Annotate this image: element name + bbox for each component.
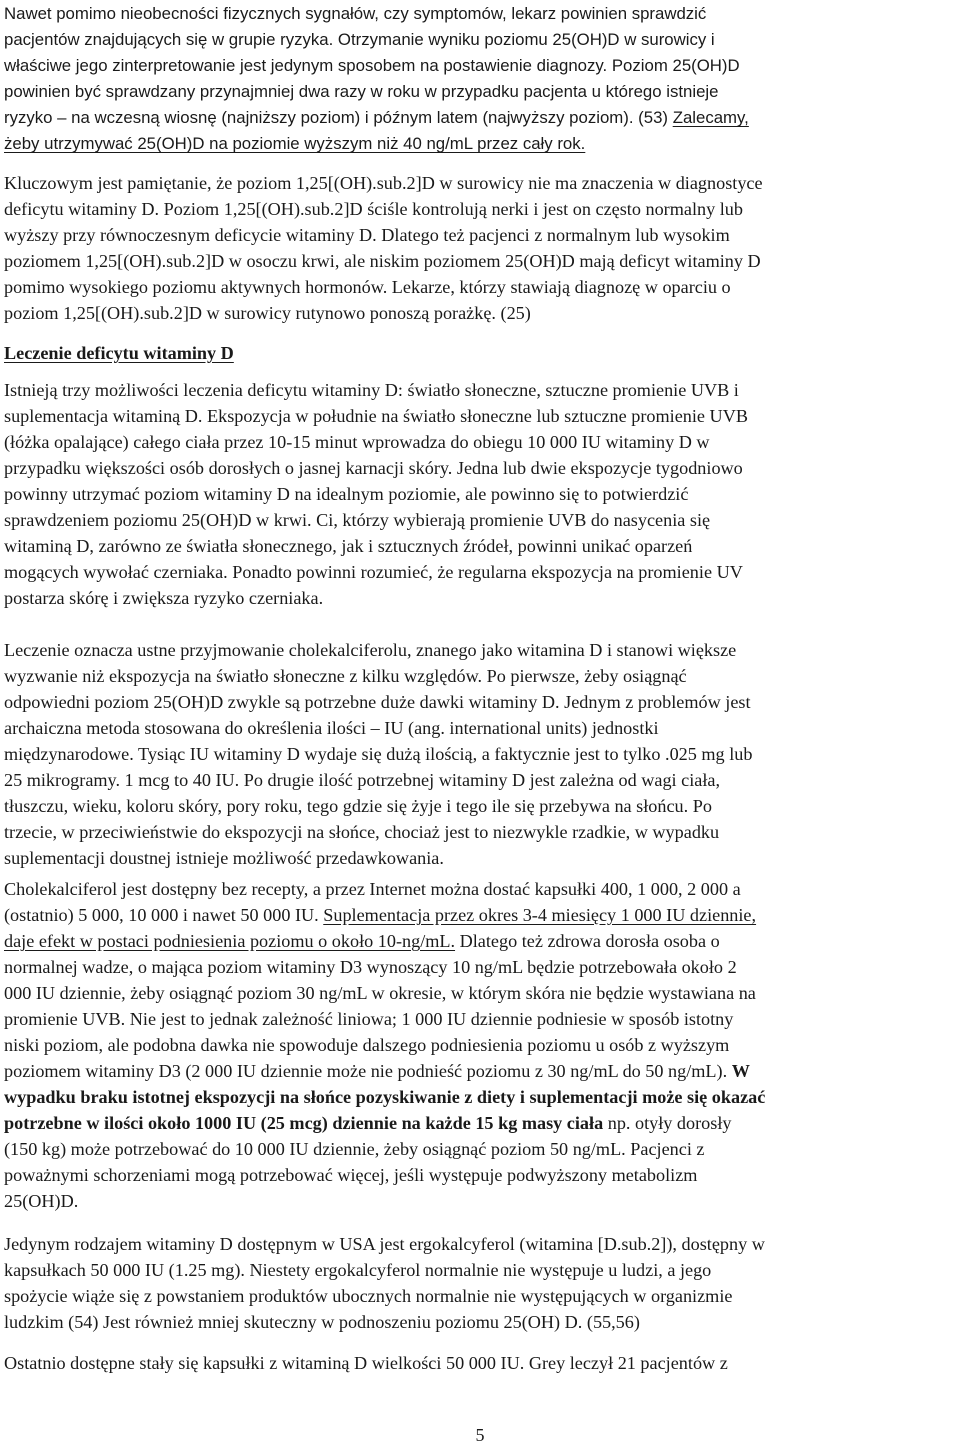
text-line: [4, 248, 761, 274]
text-line: [4, 1032, 729, 1058]
text-run: kapsułkach 50 000 IU (1.25 mg). Niestety ergokalcyferol normalnie nie występuje u ludzi, a jego: [4, 1260, 712, 1280]
text-run: suplementacji doustnej istnieje możliwość przedawkowania.: [4, 848, 444, 868]
text-line: [4, 663, 687, 689]
text-run: normalnej wadze, o mająca poziom witaminy D3 wynoszący 10 ng/mL będzie potrzebowała około 2: [4, 957, 737, 977]
text-run: odpowiedni poziom 25(OH)D zwykle są potrzebne duże dawki witaminy D. Jednym z problemów jest: [4, 692, 751, 712]
text-run: poziomem witaminy D3 (2 000 IU dziennie może nie podnieść poziomu z 30 ng/mL do 50 ng/mL).: [4, 1061, 732, 1081]
text-run: Suplementacja przez okres 3-4 miesięcy 1 000 IU dziennie,: [323, 905, 757, 925]
text-run: deficytu witaminy D. Poziom 1,25[(OH).sub.2]D ściśle kontrolują nerki i jest on często normalny lub: [4, 199, 743, 219]
text-run: suplementacja witaminą D. Ekspozycja w południe na światło słoneczne lub sztuczne promienie UVB: [4, 406, 748, 426]
text-line: [4, 1188, 78, 1214]
text-line: [4, 585, 323, 611]
text-line: [4, 902, 756, 928]
text-line: [4, 845, 444, 871]
text-run: powinien być sprawdzany przynajmniej dwa razy w roku w przypadku pacjenta u którego istnieje: [4, 82, 719, 101]
page-number: 5: [475, 1425, 485, 1445]
text-run: pomimo wysokiego poziomu aktywnych hormonów. Lekarze, którzy stawiają diagnozę w oparciu o: [4, 277, 731, 297]
text-run: tłuszczu, wieku, koloru skóry, pory roku, tego gdzie się żyje i tego ile się przebywa na słońcu. Po: [4, 796, 712, 816]
text-line: [4, 196, 743, 222]
text-run: (łóżka opalające) całego ciała przez 10-15 minut wprowadza do obiegu 10 000 IU witaminy D w: [4, 432, 710, 452]
text-line: [4, 481, 688, 507]
text-run: trzecie, w przeciwieństwie do ekspozycji na słońce, chociaż jest to niezwykle rzadkie, w wypadku: [4, 822, 720, 842]
text-run: (ostatnio) 5 000, 10 000 i nawet 50 000 IU.: [4, 905, 324, 925]
text-run: ryzyko – na wczesną wiosnę (najniższy poziom) i późnym latem (najwyższy poziom). (53): [4, 108, 673, 127]
text-line: [4, 1231, 765, 1257]
text-line: [4, 1309, 640, 1335]
text-line: [4, 1257, 711, 1283]
text-run: Kluczowym jest pamiętanie, że poziom 1,25[(OH).sub.2]D w surowicy nie ma znaczenia w diagnostyce: [4, 173, 763, 193]
text-run: poziomem 1,25[(OH).sub.2]D w osoczu krwi, ale niskim poziomem 25(OH)D mają deficyt witaminy D: [4, 251, 761, 271]
text-run: pacjentów znajdujących się w grupie ryzyka. Otrzymanie wyniku poziomu 25(OH)D w surowicy i: [4, 30, 715, 49]
text-line: [4, 689, 751, 715]
text-line: [4, 637, 736, 663]
text-run: archaiczna metoda stosowana do określenia ilości – IU (ang. international units) jednostki: [4, 718, 659, 738]
text-line: [4, 1084, 765, 1110]
text-line: [4, 78, 719, 104]
text-line: [4, 403, 748, 429]
text-line: [4, 429, 710, 455]
text-run: Nawet pomimo nieobecności fizycznych sygnałów, czy symptomów, lekarz powinien sprawdzić: [4, 4, 707, 23]
text-line: [4, 104, 749, 130]
text-line: [4, 1110, 732, 1136]
text-run: np. otyły dorosły: [603, 1113, 732, 1133]
text-line: [4, 533, 692, 559]
text-run: poważnymi schorzeniami mogą potrzebować więcej, jeśli występuje podwyższony metabolizm: [4, 1165, 698, 1185]
text-line: [4, 741, 752, 767]
text-run: 25(OH)D.: [4, 1191, 79, 1211]
text-run: Leczenie oznacza ustne przyjmowanie cholekalciferolu, znanego jako witamina D i stanowi większe: [4, 640, 737, 660]
text-line: [4, 876, 741, 902]
text-run: 000 IU dziennie, żeby osiągnąć poziom 30 ng/mL w okresie, w którym skóra nie będzie wystawiana na: [4, 983, 756, 1003]
text-run: międzynarodowe. Tysiąc IU witaminy D wydaje się dużą ilością, a faktycznie jest to tylko .025 mg lub: [4, 744, 753, 764]
text-line: [4, 980, 756, 1006]
text-run: przypadku większości osób dorosłych o jasnej karnacji skóry. Jedna lub dwie ekspozycje tygodniowo: [4, 458, 743, 478]
text-run: promienie UVB. Nie jest to jednak zależność liniowa; 1 000 IU dziennie podniesie w sposób istotny: [4, 1009, 734, 1029]
text-line: [4, 819, 719, 845]
text-run: powinny utrzymać poziom witaminy D na idealnym poziomie, ale powinno się to potwierdzić: [4, 484, 689, 504]
text-run: żeby utrzymywać 25(OH)D na poziomie wyższym niż 40 ng/mL przez cały rok.: [4, 134, 586, 153]
text-run: Ostatnio dostępne stały się kapsułki z witaminą D wielkości 50 000 IU. Grey leczył 21 pacjentów z: [4, 1353, 728, 1373]
text-line: [4, 793, 712, 819]
text-run: sprawdzeniem poziomu 25(OH)D w krwi. Ci, którzy wybierają promienie UVB do nasycenia się: [4, 510, 711, 530]
text-run: Zalecamy,: [672, 108, 749, 127]
text-line: [4, 130, 585, 156]
text-line: [4, 1162, 697, 1188]
text-line: [4, 26, 715, 52]
text-run: 25 mikrogramy. 1 mcg to 40 IU. Po drugie ilość potrzebnej witaminy D jest zależna od wagi ciała,: [4, 770, 721, 790]
text-line: [4, 52, 740, 78]
text-line: [4, 507, 710, 533]
text-run: wyzwanie niż ekspozycja na światło słoneczne z kilku względów. Po pierwsze, żeby osiągnąć: [4, 666, 687, 686]
text-run: poziom 1,25[(OH).sub.2]D w surowicy rutynowo ponoszą porażkę. (25): [4, 303, 531, 323]
text-run: Jedynym rodzajem witaminy D dostępnym w USA jest ergokalcyferol (witamina [D.sub.2]), dostępny w: [4, 1234, 765, 1254]
text-line: [4, 1350, 728, 1376]
text-line: [4, 1058, 750, 1084]
text-line: [4, 340, 234, 366]
text-line: [4, 928, 720, 954]
text-run: właściwe jego zinterpretowanie jest jedynym sposobem na postawienie diagnozy. Poziom 25(OH)D: [4, 56, 740, 75]
text-run: (150 kg) może potrzebować do 10 000 IU dziennie, żeby osiągnąć poziom 50 ng/mL. Pacjenci z: [4, 1139, 705, 1159]
text-line: [4, 455, 743, 481]
text-run: mogących wywołać czerniaka. Ponadto powinni rozumieć, że regularna ekspozycja na promienie UV: [4, 562, 743, 582]
text-line: [4, 300, 531, 326]
text-run: potrzebne w ilości około 1000 IU (25 mcg) dziennie na każde 15 kg masy ciała: [4, 1113, 604, 1133]
text-run: witaminą D, zarówno ze światła słonecznego, jak i sztucznych źródeł, powinni unikać oparzeń: [4, 536, 693, 556]
text-run: postarza skórę i zwiększa ryzyko czerniaka.: [4, 588, 324, 608]
text-run: Istnieją trzy możliwości leczenia deficytu witaminy D: światło słoneczne, sztuczne promienie UVB i: [4, 380, 739, 400]
text-line: [4, 170, 763, 196]
text-line: [4, 0, 706, 26]
text-run: Cholekalciferol jest dostępny bez recepty, a przez Internet można dostać kapsułki 400, 1 000, 2 000 a: [4, 879, 741, 899]
text-line: [4, 1006, 733, 1032]
text-line: [4, 274, 731, 300]
text-line: [4, 377, 739, 403]
text-line: [4, 559, 743, 585]
text-run: Dlatego też zdrowa dorosła osoba o: [455, 931, 720, 951]
text-run: wyższy przy równoczesnym deficycie witaminy D. Dlatego też pacjenci z normalnym lub wysokim: [4, 225, 730, 245]
text-run: ludzkim (54) Jest również mniej skuteczny w podnoszeniu poziomu 25(OH) D. (55,56): [4, 1312, 640, 1332]
text-line: [4, 1283, 732, 1309]
text-run: wypadku braku istotnej ekspozycji na słońce pozyskiwanie z diety i suplementacji może się okazać: [4, 1087, 766, 1107]
text-line: [4, 715, 659, 741]
text-run: spożycie wiąże się z powstaniem produktów ubocznych normalnie nie występujących w organizmie: [4, 1286, 733, 1306]
text-line: [4, 767, 720, 793]
text-run: W: [731, 1061, 750, 1081]
text-run: niski poziom, ale podobna dawka nie spowoduje dalszego podniesienia poziomu u osób z wyższym: [4, 1035, 730, 1055]
text-run: daje efekt w postaci podniesienia poziomu o około 10-ng/mL.: [4, 931, 456, 951]
text-line: [4, 954, 737, 980]
text-line: [4, 222, 730, 248]
text-run: Leczenie deficytu witaminy D: [4, 343, 234, 363]
text-line: [4, 1136, 705, 1162]
